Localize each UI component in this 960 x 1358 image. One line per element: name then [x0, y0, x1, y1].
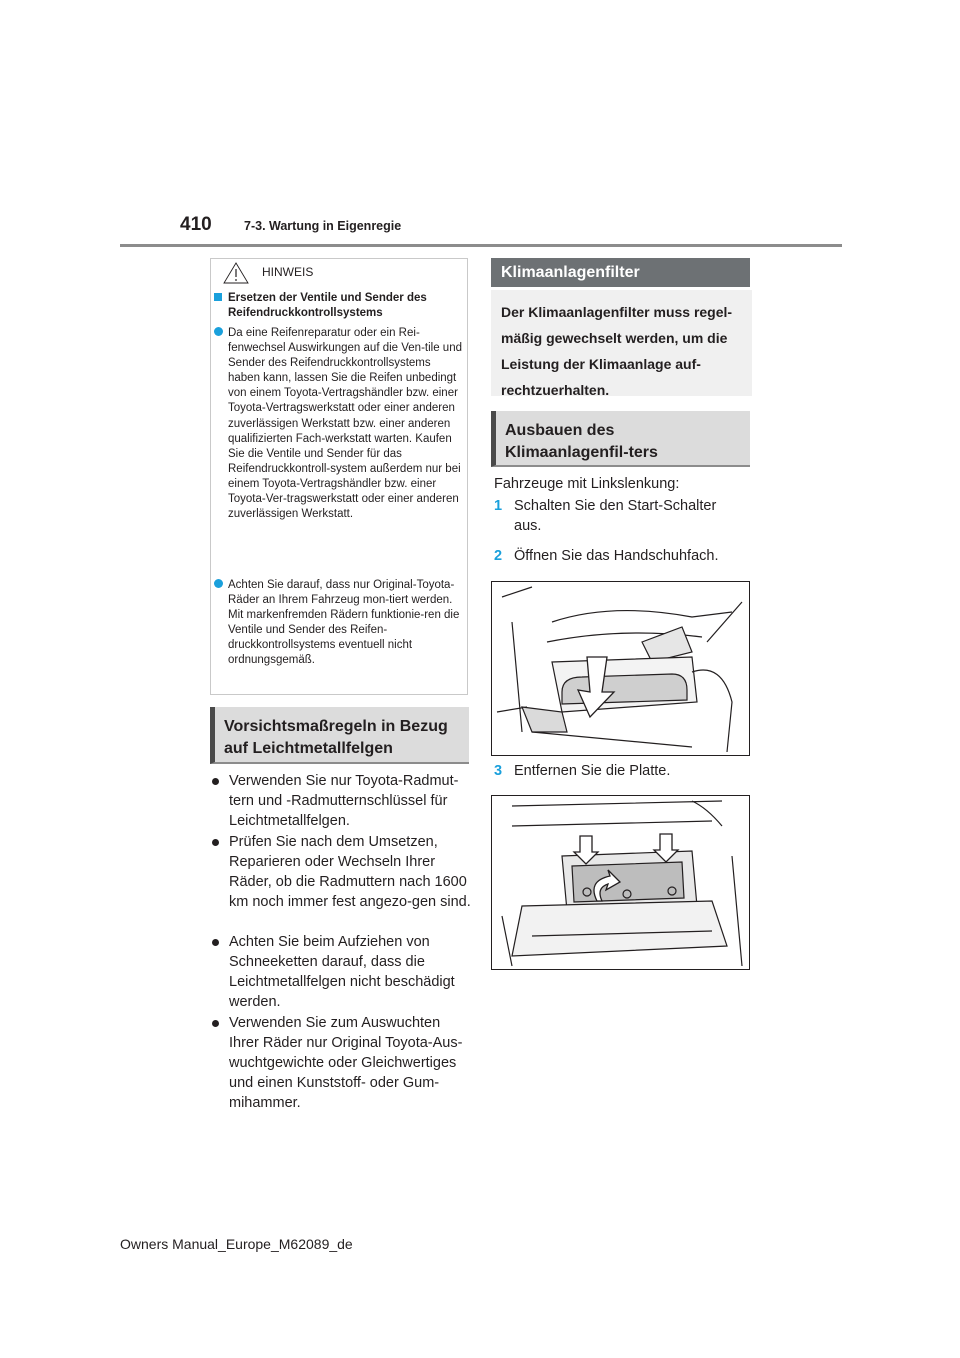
dot-bullet-icon — [214, 326, 223, 341]
step-number: 3 — [494, 763, 503, 779]
wheels-bullet — [212, 771, 472, 831]
filter-panel-drawing — [492, 796, 749, 969]
step-text: Schalten Sie den Start-Schalter aus. — [514, 498, 717, 534]
dot-bullet-icon — [212, 778, 219, 785]
step-text: Öffnen Sie das Handschuhfach. — [514, 548, 719, 564]
step-number: 2 — [494, 548, 503, 564]
glovebox-illustration — [491, 581, 750, 756]
square-bullet-icon — [214, 291, 222, 306]
step — [494, 496, 744, 536]
notice-title: HINWEIS — [262, 265, 314, 279]
filter-section-title: Klimaanlagenfilter — [491, 258, 750, 287]
wheels-bullet-text: Prüfen Sie nach dem Umsetzen, Reparieren oder Wechseln Ihrer Räder, ob die Radmuttern nach 1600 km noch immer fest angezo-gen sind. — [229, 834, 471, 910]
notice-bullet-text: Da eine Reifenreparatur oder ein Rei-fenwechsel Auswirkungen auf die Ven-tile und Sender des Reifendruckkontrollsystems haben kann, lassen Sie die Reifen unbedingt von einem Toyota-Vertragshändler bzw. einer Toyota-Vertragswerkstatt oder einer anderen zuverlässigen Werkstatt bzw. einer anderen qualifizierten Fach-werkstatt warten. Kaufen Sie die Ventile und Sender für das Reifendruckkontroll-system außerdem nur bei einem Toyota-Vertragshändler bzw. einer Toyota-Ver-tragswerkstatt oder einer anderen zuverlässigen Werkstatt. — [228, 327, 462, 521]
wheels-bullet — [212, 832, 472, 912]
header-rule — [120, 244, 842, 247]
notice-bullet — [228, 578, 464, 669]
page-number: 410 — [180, 214, 212, 235]
warning-icon — [223, 262, 249, 284]
drive-type-label: Fahrzeuge mit Linkslenkung: — [494, 476, 680, 492]
dot-bullet-icon — [212, 839, 219, 846]
notice-bullet-text: Achten Sie darauf, dass nur Original-Toyota-Räder an Ihrem Fahrzeug mon-tiert werden. Mit markenfremden Rädern funktionie-ren die Ventile und Sender des Reifen-druckkontrollsystems eventuell nicht ordnungsgemäß. — [228, 579, 460, 667]
section-title: 7-3. Wartung in Eigenregie — [244, 219, 402, 233]
dot-bullet-icon — [212, 1020, 219, 1027]
notice-heading-text: Ersetzen der Ventile und Sender des Reifendruckkontrollsystems — [228, 292, 427, 320]
wheels-bullet-text: Achten Sie beim Aufziehen von Schneeketten darauf, dass die Leichtmetallfelgen nicht beschädigt werden. — [229, 934, 455, 1010]
dot-bullet-icon — [214, 578, 223, 593]
glovebox-open-drawing — [492, 582, 749, 755]
wheels-bullet — [212, 932, 472, 1012]
notice-bullet — [228, 326, 464, 522]
wheels-bullet-text: Verwenden Sie zum Auswuchten Ihrer Räder nur Original Toyota-Aus-wuchtgewichte oder Gleichwertiges und einen Kunststoff- oder Gum-mihammer. — [229, 1015, 463, 1111]
notice-heading — [228, 291, 460, 321]
step-text: Entfernen Sie die Platte. — [514, 763, 671, 779]
footer-text: Owners Manual_Europe_M62089_de — [120, 1236, 353, 1252]
dot-bullet-icon — [212, 939, 219, 946]
wheels-section-title: Vorsichtsmaßregeln in Bezug auf Leichtmetallfelgen — [210, 707, 469, 764]
filter-intro: Der Klimaanlagenfilter muss regel-mäßig gewechselt werden, um die Leistung der Klimaanlage auf-rechtzuerhalten. — [491, 290, 752, 396]
step-number: 1 — [494, 498, 503, 514]
step — [494, 761, 744, 781]
remove-section-title: Ausbauen des Klimaanlagenfil-ters — [491, 411, 750, 467]
step — [494, 546, 744, 566]
wheels-bullet-text: Verwenden Sie nur Toyota-Radmut-tern und -Radmutternschlüssel für Leichtmetallfelgen. — [229, 773, 459, 829]
filter-panel-illustration — [491, 795, 750, 970]
wheels-bullet — [212, 1013, 472, 1113]
